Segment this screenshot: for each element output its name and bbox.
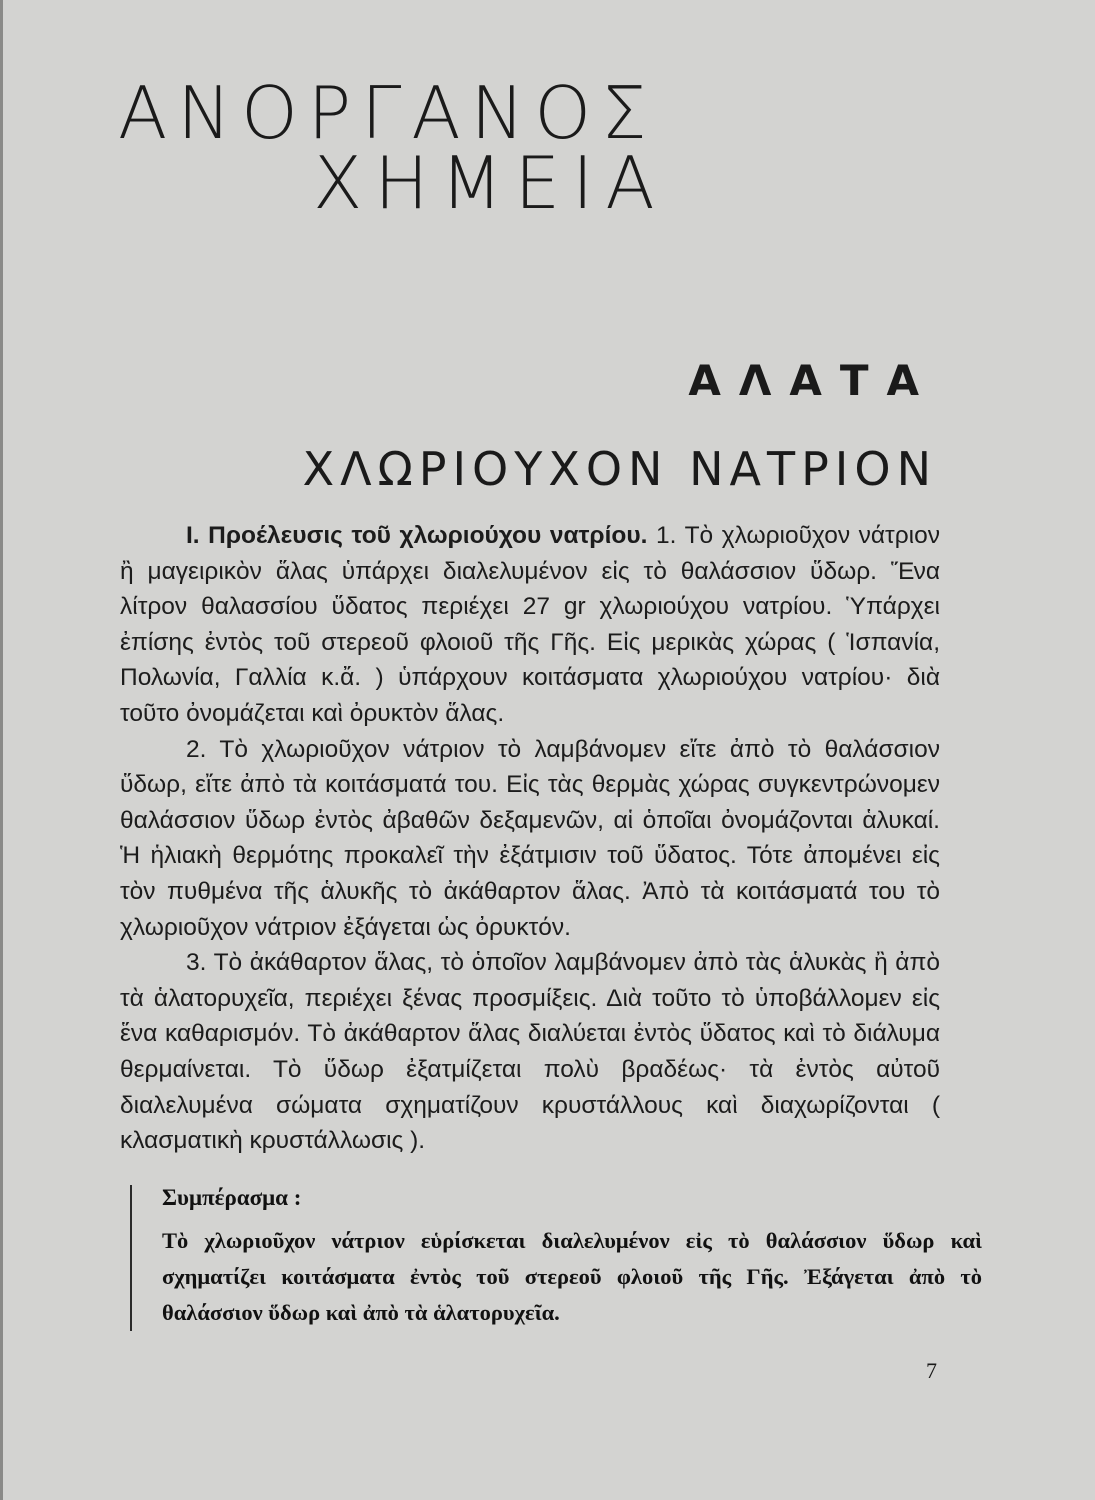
body-text (120, 518, 940, 1159)
summary-box (130, 1185, 982, 1331)
book-title-line2: ΧΗΜΕΙΑ (313, 141, 667, 225)
section-heading: ΑΛΑΤΑ (688, 356, 937, 405)
paragraph-3: 3. Τὸ ἀκάθαρτον ἅλας, τὸ ὁποῖον λαμβάνομεν ἀπὸ τὰς ἁλυκὰς ἢ ἀπὸ τὰ ἁλατορυχεῖα, περιέχει ξένας προσμίξεις. Διὰ τοῦτο τὸ ὑποβάλλομεν εἰς ἕνα καθαρισμόν. Τὸ ἀκάθαρτον ἅλας διαλύεται ἐντὸς ὕδατος καὶ τὸ διάλυμα θερμαίνεται. Τὸ ὕδωρ ἐξατμίζεται πολὺ βραδέως· τὰ ἐντὸς αὐτοῦ διαλελυμένα σώματα σχηματίζουν κρυστάλλους καὶ διαχωρίζονται ( κλασματικὴ κρυστάλλωσις ). (120, 949, 940, 1155)
paragraph-1 (120, 518, 940, 732)
paragraph-1-text: 1. Τὸ χλωριοῦχον νάτριον ἢ μαγειρικὸν ἅλας ὑπάρχει διαλελυμένον εἰς τὸ θαλάσσιον ὕδωρ. Ἕνα λίτρον θαλασσίου ὕδατος περιέχει 27 gr χλωριούχου νατρίου. Ὑπάρχει ἐπίσης ἐντὸς τοῦ στερεοῦ φλοιοῦ τῆς Γῆς. Εἰς μερικὰς χώρας ( Ἱσπανία, Πολωνία, Γαλλία κ.ἄ. ) ὑπάρχουν κοιτάσματα χλωριούχου νατρίου· διὰ τοῦτο ὀνομάζεται καὶ ὀρυκτὸν ἅλας. (120, 522, 940, 727)
page-edge (0, 0, 3, 1500)
page-number: 7 (926, 1358, 937, 1383)
book-title-line1: ΑΝΟΡΓΑΝΟΣ (118, 71, 657, 155)
book-title (118, 71, 678, 225)
summary-label: Συμπέρασμα : (162, 1185, 302, 1210)
sub-heading: ΧΛΩΡΙΟΥΧΟΝ ΝΑΤΡΙΟΝ (302, 442, 937, 496)
paragraph-2: 2. Τὸ χλωριοῦχον νάτριον τὸ λαμβάνομεν εἴτε ἀπὸ τὸ θαλάσσιον ὕδωρ, εἴτε ἀπὸ τὰ κοιτάσματά του. Εἰς τὰς θερμὰς χώρας συγκεντρώνομεν θαλάσσιον ὕδωρ ἐντὸς ἀβαθῶν δεξαμενῶν, αἱ ὁποῖαι ὀνομάζονται ἁλυκαί. Ἡ ἡλιακὴ θερμότης προκαλεῖ τὴν ἐξάτμισιν τοῦ ὕδατος. Τότε ἀπομένει εἰς τὸν πυθμένα τῆς ἁλυκῆς τὸ ἀκάθαρτον ἅλας. Ἀπὸ τὰ κοιτάσματά του τὸ χλωριοῦχον νάτριον ἐξάγεται ὡς ὀρυκτόν. (120, 735, 940, 941)
summary-text: Τὸ χλωριοῦχον νάτριον εὑρίσκεται διαλελυμένον εἰς τὸ θαλάσσιον ὕδωρ καὶ σχηματίζει κοιτάσματα ἐντὸς τοῦ στερεοῦ φλοιοῦ τῆς Γῆς. Ἐξάγεται ἀπὸ τὸ θαλάσσιον ὕδωρ καὶ ἀπὸ τὰ ἁλατορυχεῖα. (162, 1228, 982, 1325)
paragraph-1-lead: Ι. Προέλευσις τοῦ χλωριούχου νατρίου. (186, 522, 648, 549)
